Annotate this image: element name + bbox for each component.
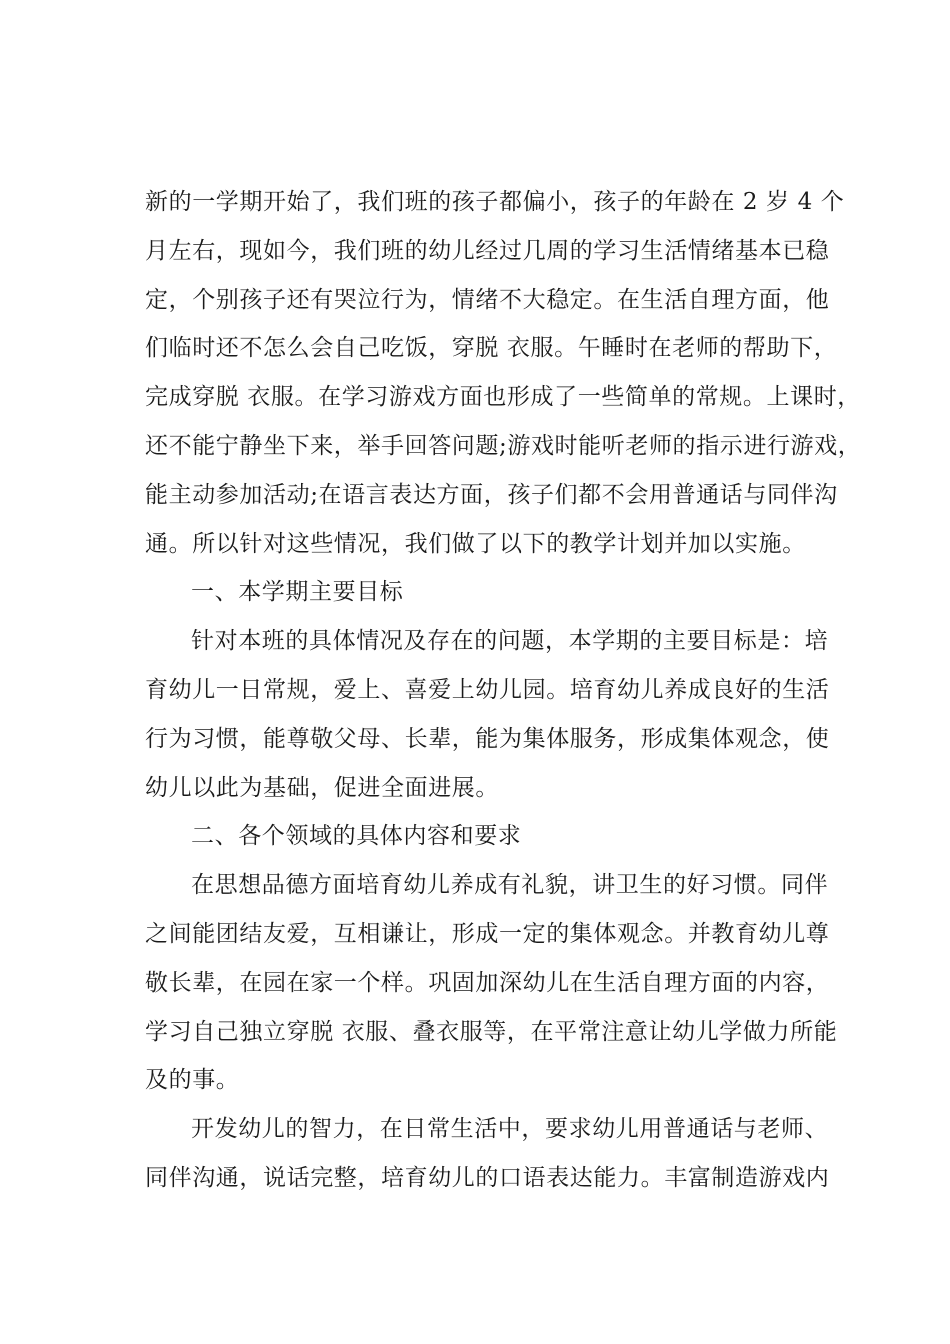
intro-line: 们临时还不怎么会自己吃饭，穿脱 衣服。午睡时在老师的帮助下， [145, 335, 838, 362]
intro-line: 还不能宁静坐下来，举手回答问题;游戏时能听老师的指示进行游戏， [145, 432, 862, 459]
intro-paragraph [145, 178, 862, 568]
intro-line: 新的一学期开始了，我们班的孩子都偏小，孩子的年龄在 2 岁 4 个 [145, 189, 845, 215]
intro-line: 能主动参加活动;在语言表达方面，孩子们都不会用普通话与同伴沟 [145, 481, 838, 508]
moral-line: 之间能团结友爱，互相谦让，形成一定的集体观念。并教育幼儿尊 [145, 920, 830, 947]
moral-line: 在思想品德方面培育幼儿养成有礼貌，讲卫生的好习惯。同伴 [191, 872, 829, 899]
goals-line: 育幼儿一日常规，爱上、喜爱上幼儿园。培育幼儿养成良好的生活 [145, 676, 830, 703]
intellect-paragraph [145, 1105, 830, 1203]
section-heading-domains: 二、各个领域的具体内容和要求 [191, 823, 522, 850]
intro-line: 定，个别孩子还有哭泣行为，情绪不大稳定。在生活自理方面，他 [145, 286, 830, 313]
intro-line: 完成穿脱 衣服。在学习游戏方面也形成了一些简单的常规。上课时， [145, 384, 861, 411]
intellect-line: 开发幼儿的智力，在日常生活中，要求幼儿用普通话与老师、 [191, 1116, 829, 1143]
intro-line: 通。所以针对这些情况，我们做了以下的教学计划并加以实施。 [145, 530, 806, 557]
moral-line: 及的事。 [145, 1067, 240, 1094]
goals-line: 行为习惯，能尊敬父母、长辈，能为集体服务，形成集体观念，使 [145, 725, 830, 752]
moral-line: 敬长辈，在园在家一个样。巩固加深幼儿在生活自理方面的内容， [145, 969, 830, 996]
intellect-line: 同伴沟通，说话完整，培育幼儿的口语表达能力。丰富制造游戏内 [145, 1164, 830, 1191]
section-heading-goals: 一、本学期主要目标 [191, 579, 404, 606]
document-body [145, 178, 862, 1203]
goals-line: 幼儿以此为基础，促进全面进展。 [145, 774, 499, 801]
intro-line: 月左右，现如今，我们班的幼儿经过几周的学习生活情绪基本已稳 [145, 237, 830, 264]
goals-paragraph [145, 617, 830, 812]
moral-paragraph [145, 861, 838, 1105]
goals-line: 针对本班的具体情况及存在的问题，本学期的主要目标是：培 [191, 628, 829, 655]
moral-line: 学习自己独立穿脱 衣服、叠衣服等，在平常注意让幼儿学做力所能 [145, 1018, 838, 1045]
